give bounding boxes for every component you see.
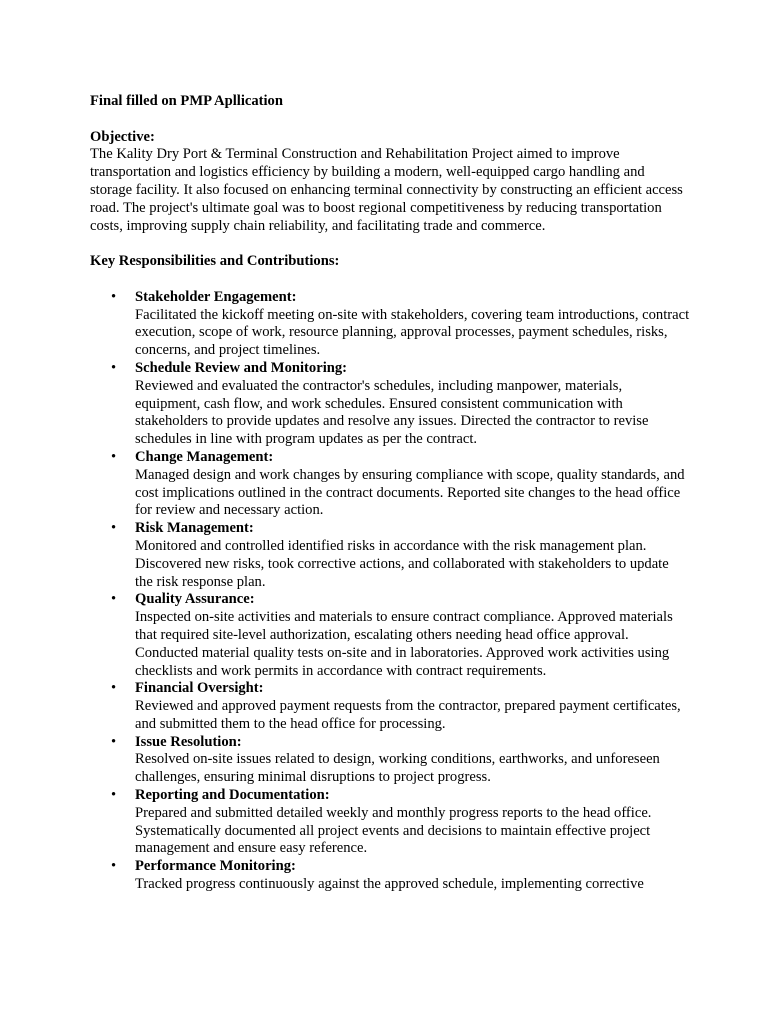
item-title: Schedule Review and Monitoring:: [135, 359, 348, 376]
bullet-icon: •: [111, 680, 117, 697]
bullet-icon: •: [111, 448, 117, 465]
item-text: Managed design and work changes by ensuring compliance with scope, quality standards, and cost implications outlined in the contract documents. Reported site changes to the head office for review and necessary action.: [135, 466, 685, 519]
item-text: Resolved on-site issues related to design, working conditions, earthworks, and unforeseen challenges, ensuring minimal disruptions to project progress.: [135, 751, 660, 786]
item-text: Monitored and controlled identified risks in accordance with the risk management plan. Discovered new risks, took corrective actions, and collaborated with stakeholders to update the risk response plan.: [135, 537, 669, 590]
bullet-icon: •: [111, 520, 117, 537]
item-title: Risk Management:: [135, 520, 254, 537]
item-title: Financial Oversight:: [135, 680, 264, 697]
bullet-icon: •: [111, 787, 117, 804]
list-item: [90, 520, 690, 591]
document-title: Final filled on PMP Apllication: [90, 93, 283, 109]
bullet-icon: •: [111, 733, 117, 750]
item-title: Stakeholder Engagement:: [135, 288, 297, 305]
list-item: [90, 449, 690, 520]
item-title: Reporting and Documentation:: [135, 787, 330, 804]
bullet-icon: •: [111, 858, 117, 875]
item-text: Facilitated the kickoff meeting on-site with stakeholders, covering team introductions, contract execution, scope of work, resource planning, approval processes, payment schedules, risks, concerns, and project timelines.: [135, 306, 690, 359]
item-title: Change Management:: [135, 448, 274, 465]
item-title: Performance Monitoring:: [135, 858, 296, 875]
responsibilities-list: [90, 289, 690, 894]
bullet-icon: •: [111, 288, 117, 305]
list-item: [90, 591, 690, 680]
list-item: [90, 734, 690, 787]
item-text: Reviewed and approved payment requests from the contractor, prepared payment certificates, and submitted them to the head office for processing.: [135, 698, 681, 732]
list-item: [90, 680, 690, 733]
item-text: Prepared and submitted detailed weekly and monthly progress reports to the head office. Systematically documented all project events and decisions to maintain effective project management and ensure easy reference.: [135, 804, 652, 857]
list-item: [90, 787, 690, 858]
item-title: Quality Assurance:: [135, 591, 255, 608]
item-text: Reviewed and evaluated the contractor's schedules, including manpower, materials, equipment, cash flow, and work schedules. Ensured consistent communication with stakeholders to provide updates and resolve any issues. Directed the contractor to revise schedules in line with program updates as per the contract.: [135, 377, 649, 448]
objective-text: The Kality Dry Port & Terminal Construction and Rehabilitation Project aimed to improve transportation and logistics efficiency by building a modern, well-equipped cargo handling and storage facility. It also focused on enhancing terminal connectivity by constructing an efficient access road. The project's ultimate goal was to boost regional competitiveness by reducing transportation costs, improving supply chain reliability, and facilitating trade and commerce.: [90, 146, 683, 234]
item-title: Issue Resolution:: [135, 733, 242, 750]
list-item: [90, 360, 690, 449]
list-item: [90, 858, 690, 894]
bullet-icon: •: [111, 591, 117, 608]
list-item: [90, 289, 690, 360]
item-text: Tracked progress continuously against the approved schedule, implementing corrective: [135, 876, 644, 893]
responsibilities-heading: Key Responsibilities and Contributions:: [90, 253, 340, 270]
document-page: [90, 93, 690, 894]
item-text: Inspected on-site activities and materials to ensure contract compliance. Approved materials that required site-level authorization, escalating others needing head office approval. Conducted material quality tests on-site and in laboratories. Approved work activities using checklists and work permits in accordance with contract requirements.: [135, 609, 673, 679]
bullet-icon: •: [111, 359, 117, 376]
objective-heading: Objective:: [90, 128, 155, 145]
